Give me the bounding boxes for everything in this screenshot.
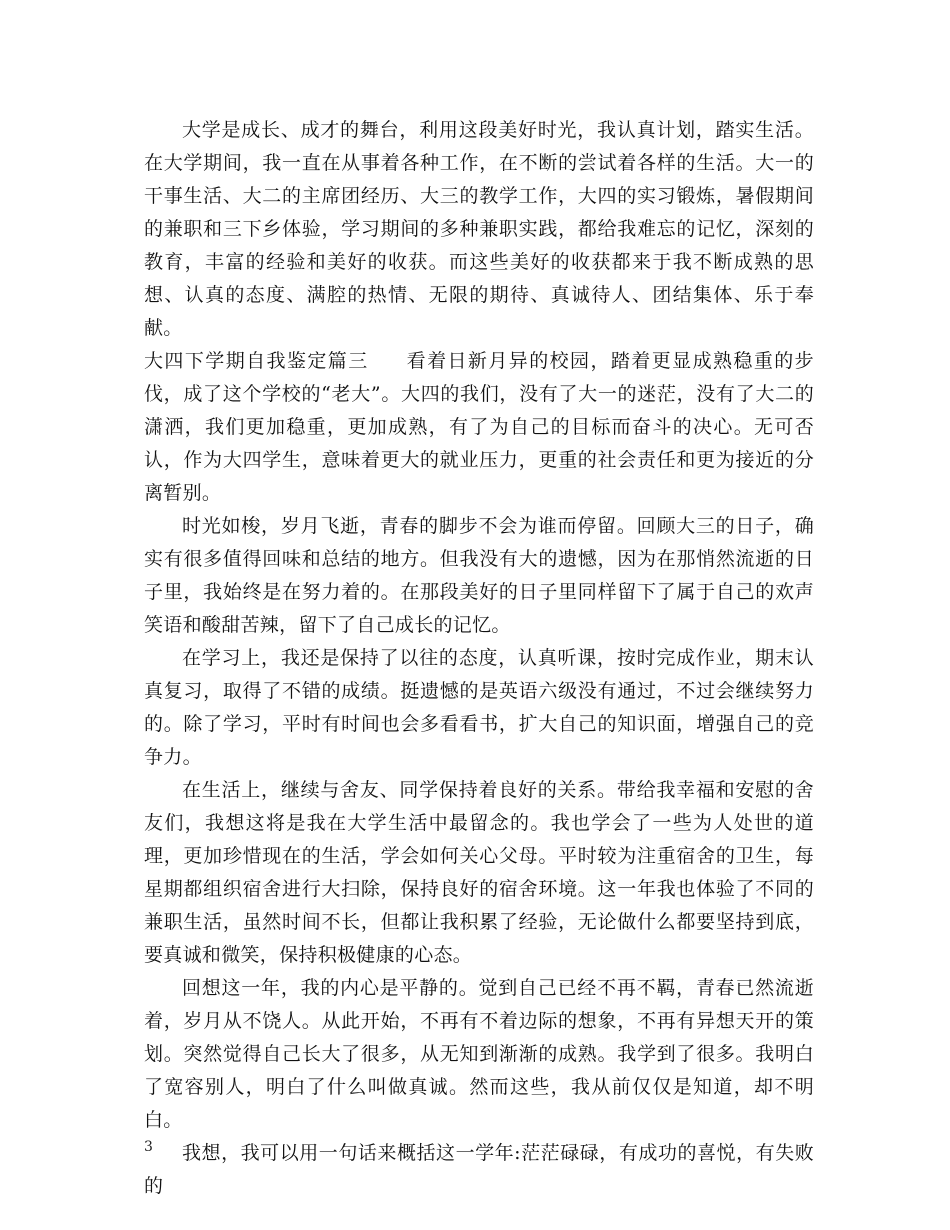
page-number: 3: [144, 1139, 153, 1155]
body-text: [144, 114, 814, 1203]
paragraph-study: [144, 642, 814, 774]
section-heading: 大四下学期自我鉴定篇三: [144, 350, 369, 372]
paragraph-time: [144, 510, 814, 642]
paragraph-text: 在生活上，继续与舍友、同学保持着良好的关系。带给我幸福和安慰的舍友们，我想这将是我在大学生活中最留念的。我也学会了一些为人处世的道理，更加珍惜现在的生活，学会如何关心父母。平时较为注重宿舍的卫生，每星期都组织宿舍进行大扫除，保持良好的宿舍环境。这一年我也体验了不同的兼职生活，虽然时间不长，但都让我积累了经验，无论做什么都要坚持到底，要真诚和微笑，保持积极健康的心态。: [144, 779, 814, 966]
paragraph-text: 在学习上，我还是保持了以往的态度，认真听课，按时完成作业，期末认真复习，取得了不错的成绩。挺遗憾的是英语六级没有通过，不过会继续努力的。除了学习，平时有时间也会多看看书，扩大自己的知识面，增强自己的竞争力。: [144, 647, 814, 768]
paragraph-text: 回想这一年，我的内心是平静的。觉到自己已经不再不羁，青春已然流逝着，岁月从不饶人。从此开始，不再有不着边际的想象，不再有异想天开的策划。突然觉得自己长大了很多，从无知到渐渐的成熟。我学到了很多。我明白了宽容别人，明白了什么叫做真诚。然而这些，我从前仅仅是知道，却不明白。: [144, 977, 814, 1131]
paragraph-reflection: [144, 972, 814, 1137]
paragraph-text: 我想，我可以用一句话来概括这一学年:茫茫碌碌，有成功的喜悦，有失败的: [144, 1142, 814, 1197]
paragraph-text: 看着日新月异的校园，踏着更显成熟稳重的步伐，成了这个学校的“老大”。大四的我们，没有了大一的迷茫，没有了大二的潇洒，我们更加稳重，更加成熟，有了为自己的目标而奋斗的决心。无可否认，作为大四学生，意味着更大的就业压力，更重的社会责任和更为接近的分离暂别。: [144, 350, 814, 504]
paragraph-section-three: [144, 345, 814, 510]
paragraph-intro: [144, 114, 814, 345]
paragraph-life: [144, 774, 814, 972]
paragraph-text: 时光如梭，岁月飞逝，青春的脚步不会为谁而停留。回顾大三的日子，确实有很多值得回味和总结的地方。但我没有大的遗憾，因为在那悄然流逝的日子里，我始终是在努力着的。在那段美好的日子里同样留下了属于自己的欢声笑语和酸甜苦辣，留下了自己成长的记忆。: [144, 515, 814, 636]
paragraph-summary: [144, 1137, 814, 1203]
paragraph-text: 大学是成长、成才的舞台，利用这段美好时光，我认真计划，踏实生活。在大学期间，我一直在从事着各种工作，在不断的尝试着各样的生活。大一的干事生活、大二的主席团经历、大三的教学工作，大四的实习锻炼，暑假期间的兼职和三下乡体验，学习期间的多种兼职实践，都给我难忘的记忆，深刻的教育，丰富的经验和美好的收获。而这些美好的收获都来于我不断成熟的思想、认真的态度、满腔的热情、无限的期待、真诚待人、团结集体、乐于奉献。: [144, 119, 814, 339]
